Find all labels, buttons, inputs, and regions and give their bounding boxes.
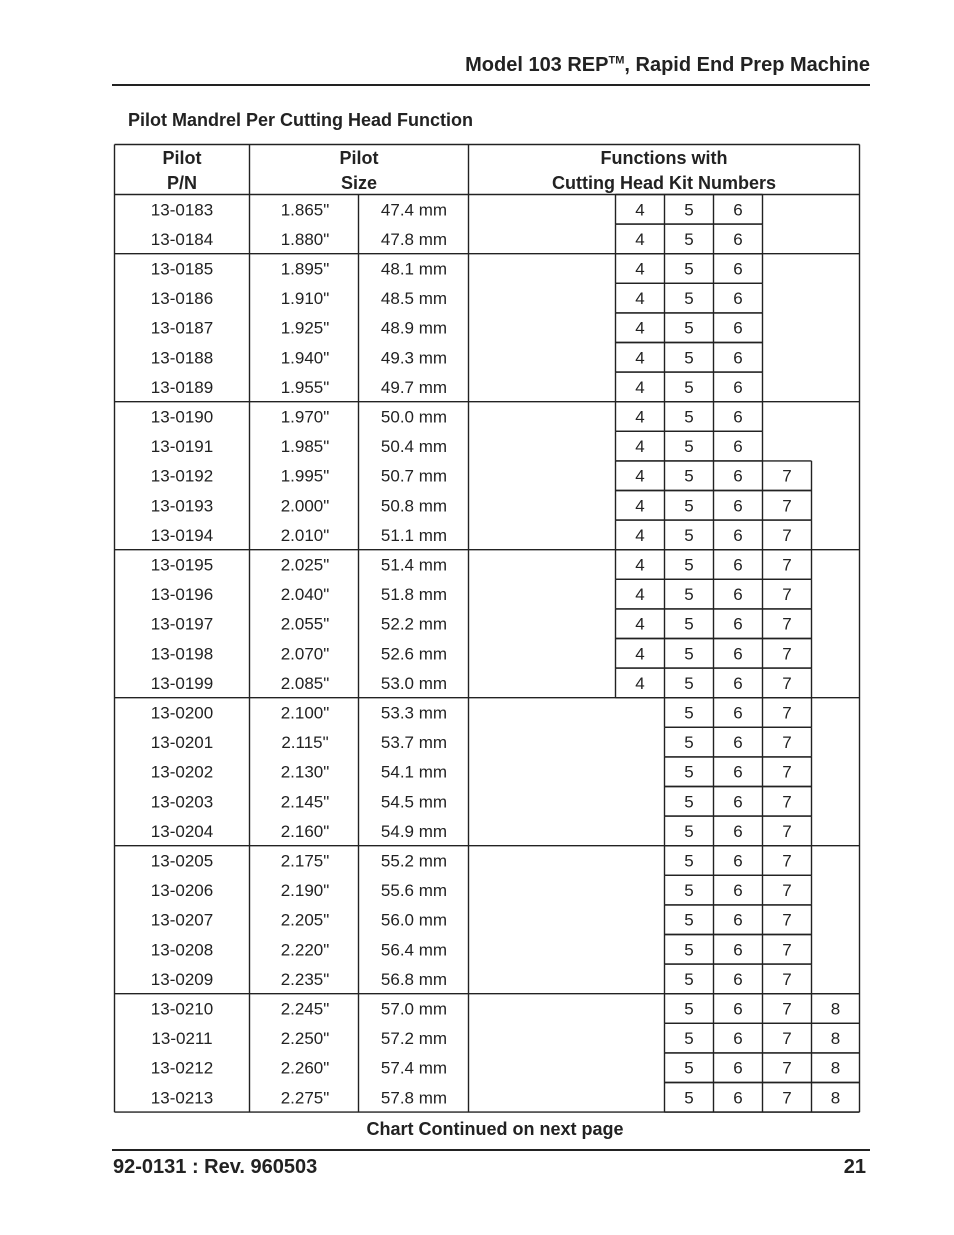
kit-number: 5 (684, 614, 694, 634)
kit-number: 6 (733, 377, 743, 397)
kit-number: 5 (684, 259, 694, 279)
pilot-size-mm: 50.8 mm (380, 496, 448, 516)
pilot-size-mm: 53.0 mm (380, 673, 448, 693)
kit-number: 7 (782, 910, 792, 930)
pilot-part-number: 13-0206 (150, 881, 214, 901)
kit-number: 7 (782, 733, 792, 753)
kit-number: 4 (635, 407, 645, 427)
kit-number: 6 (733, 969, 743, 989)
pilot-size-inch: 2.040" (280, 585, 330, 605)
kit-number: 6 (733, 881, 743, 901)
kit-number: 5 (684, 821, 694, 841)
pilot-size-inch: 1.985" (280, 437, 330, 457)
pilot-size-inch: 2.010" (280, 525, 330, 545)
kit-number: 7 (782, 703, 792, 723)
kit-number: 7 (782, 762, 792, 782)
kit-number: 4 (635, 466, 645, 486)
pilot-part-number: 13-0191 (150, 437, 214, 457)
kit-number: 5 (684, 377, 694, 397)
pilot-part-number: 13-0203 (150, 792, 214, 812)
kit-number: 7 (782, 525, 792, 545)
kit-number: 6 (733, 407, 743, 427)
kit-number: 4 (635, 437, 645, 457)
kit-number: 6 (733, 762, 743, 782)
pilot-size-mm: 49.3 mm (380, 348, 448, 368)
kit-number: 6 (733, 1058, 743, 1078)
kit-number: 4 (635, 496, 645, 516)
kit-number: 5 (684, 673, 694, 693)
kit-number: 5 (684, 969, 694, 989)
kit-number: 6 (733, 496, 743, 516)
pilot-part-number: 13-0189 (150, 377, 214, 397)
kit-number: 4 (635, 644, 645, 664)
kit-number: 7 (782, 585, 792, 605)
kit-number: 7 (782, 851, 792, 871)
kit-number: 7 (782, 1088, 792, 1108)
pilot-part-number: 13-0185 (150, 259, 214, 279)
kit-number: 5 (684, 525, 694, 545)
kit-number: 7 (782, 614, 792, 634)
kit-number: 7 (782, 673, 792, 693)
header-pilot-pn: Pilot (162, 148, 202, 168)
kit-number: 7 (782, 969, 792, 989)
pilot-size-mm: 54.5 mm (380, 792, 448, 812)
kit-number: 6 (733, 792, 743, 812)
pilot-size-mm: 53.7 mm (380, 733, 448, 753)
kit-number: 6 (733, 289, 743, 309)
kit-number: 5 (684, 318, 694, 338)
pilot-size-mm: 51.8 mm (380, 585, 448, 605)
pilot-size-inch: 2.100" (280, 703, 330, 723)
header-pilot-pn: P/N (166, 173, 198, 193)
pilot-size-mm: 52.2 mm (380, 614, 448, 634)
kit-number: 6 (733, 437, 743, 457)
pilot-part-number: 13-0198 (150, 644, 214, 664)
pilot-size-inch: 1.995" (280, 466, 330, 486)
pilot-size-inch: 1.865" (280, 200, 330, 220)
pilot-part-number: 13-0209 (150, 969, 214, 989)
kit-number: 6 (733, 999, 743, 1019)
kit-number: 4 (635, 200, 645, 220)
pilot-part-number: 13-0196 (150, 585, 214, 605)
kit-number: 7 (782, 1029, 792, 1049)
pilot-part-number: 13-0201 (150, 733, 214, 753)
pilot-part-number: 13-0187 (150, 318, 214, 338)
pilot-size-mm: 50.0 mm (380, 407, 448, 427)
kit-number: 6 (733, 940, 743, 960)
pilot-part-number: 13-0190 (150, 407, 214, 427)
kit-number: 5 (684, 200, 694, 220)
pilot-size-mm: 51.1 mm (380, 525, 448, 545)
footer-rule (112, 1149, 870, 1151)
kit-number: 5 (684, 851, 694, 871)
pilot-size-inch: 1.895" (280, 259, 330, 279)
pilot-size-mm: 57.2 mm (380, 1029, 448, 1049)
kit-number: 5 (684, 999, 694, 1019)
kit-number: 4 (635, 348, 645, 368)
header-functions: Cutting Head Kit Numbers (551, 173, 777, 193)
kit-number: 5 (684, 348, 694, 368)
pilot-size-inch: 2.235" (280, 969, 330, 989)
pilot-part-number: 13-0192 (150, 466, 214, 486)
pilot-size-mm: 49.7 mm (380, 377, 448, 397)
kit-number: 5 (684, 496, 694, 516)
kit-number: 5 (684, 555, 694, 575)
kit-number: 6 (733, 555, 743, 575)
kit-number: 5 (684, 1029, 694, 1049)
kit-number: 6 (733, 348, 743, 368)
pilot-size-inch: 2.130" (280, 762, 330, 782)
pilot-size-mm: 48.5 mm (380, 289, 448, 309)
kit-number: 8 (830, 999, 841, 1019)
kit-number: 7 (782, 792, 792, 812)
kit-number: 8 (830, 1058, 841, 1078)
pilot-size-inch: 2.115" (281, 733, 329, 753)
kit-number: 4 (635, 555, 645, 575)
kit-number: 4 (635, 525, 645, 545)
kit-number: 4 (635, 318, 645, 338)
kit-number: 6 (733, 229, 743, 249)
kit-number: 4 (635, 259, 645, 279)
pilot-part-number: 13-0199 (150, 673, 214, 693)
pilot-size-mm: 54.9 mm (380, 821, 448, 841)
kit-number: 4 (635, 229, 645, 249)
pilot-size-mm: 57.0 mm (380, 999, 448, 1019)
kit-number: 6 (733, 733, 743, 753)
pilot-size-inch: 1.940" (280, 348, 330, 368)
pilot-size-inch: 2.145" (280, 792, 330, 812)
kit-number: 7 (782, 940, 792, 960)
kit-number: 6 (733, 851, 743, 871)
pilot-part-number: 13-0184 (150, 229, 214, 249)
pilot-size-inch: 1.880" (280, 229, 330, 249)
pilot-size-inch: 1.955" (280, 377, 330, 397)
kit-number: 6 (733, 1088, 743, 1108)
pilot-size-inch: 2.275" (280, 1088, 330, 1108)
pilot-part-number: 13-0186 (150, 289, 214, 309)
pilot-size-inch: 1.925" (280, 318, 330, 338)
header-functions: Functions with (600, 148, 728, 168)
kit-number: 6 (733, 910, 743, 930)
kit-number: 6 (733, 1029, 743, 1049)
pilot-size-inch: 2.025" (280, 555, 330, 575)
kit-number: 5 (684, 466, 694, 486)
page-number: 21 (843, 1156, 866, 1178)
kit-number: 6 (733, 259, 743, 279)
pilot-part-number: 13-0210 (150, 999, 214, 1019)
kit-number: 6 (733, 200, 743, 220)
pilot-size-mm: 56.0 mm (380, 910, 448, 930)
pilot-part-number: 13-0211 (151, 1029, 213, 1049)
pilot-size-mm: 52.6 mm (380, 644, 448, 664)
document-number: 92-0131 : Rev. 960503 (113, 1156, 318, 1178)
pilot-part-number: 13-0195 (150, 555, 214, 575)
trademark-mark: TM (608, 54, 625, 67)
kit-number: 5 (684, 762, 694, 782)
pilot-part-number: 13-0193 (150, 496, 214, 516)
kit-number: 5 (684, 407, 694, 427)
kit-number: 5 (684, 289, 694, 309)
kit-number: 7 (782, 466, 792, 486)
pilot-size-inch: 2.055" (280, 614, 330, 634)
kit-number: 7 (782, 821, 792, 841)
kit-number: 7 (782, 496, 792, 516)
pilot-size-mm: 55.6 mm (380, 881, 448, 901)
kit-number: 5 (684, 229, 694, 249)
pilot-size-inch: 2.190" (280, 881, 330, 901)
kit-number: 5 (684, 703, 694, 723)
kit-number: 6 (733, 525, 743, 545)
kit-number: 5 (684, 881, 694, 901)
kit-number: 6 (733, 703, 743, 723)
kit-number: 5 (684, 792, 694, 812)
kit-number: 4 (635, 289, 645, 309)
kit-number: 4 (635, 377, 645, 397)
kit-number: 6 (733, 585, 743, 605)
pilot-size-inch: 2.245" (280, 999, 330, 1019)
pilot-size-inch: 2.160" (280, 821, 330, 841)
pilot-size-mm: 47.8 mm (380, 229, 448, 249)
pilot-part-number: 13-0205 (150, 851, 214, 871)
pilot-part-number: 13-0197 (150, 614, 214, 634)
pilot-size-mm: 57.8 mm (380, 1088, 448, 1108)
pilot-size-inch: 2.220" (280, 940, 330, 960)
pilot-size-mm: 56.4 mm (380, 940, 448, 960)
kit-number: 7 (782, 881, 792, 901)
pilot-part-number: 13-0208 (150, 940, 214, 960)
kit-number: 6 (733, 673, 743, 693)
header-title-main: Model 103 REP (465, 54, 609, 76)
kit-number: 6 (733, 821, 743, 841)
pilot-size-mm: 55.2 mm (380, 851, 448, 871)
section-title: Pilot Mandrel Per Cutting Head Function (128, 110, 474, 130)
pilot-size-inch: 2.205" (280, 910, 330, 930)
pilot-size-mm: 56.8 mm (380, 969, 448, 989)
kit-number: 7 (782, 1058, 792, 1078)
kit-number: 8 (830, 1029, 841, 1049)
kit-number: 5 (684, 733, 694, 753)
kit-number: 4 (635, 585, 645, 605)
pilot-size-inch: 1.910" (280, 289, 330, 309)
pilot-size-mm: 57.4 mm (380, 1058, 448, 1078)
pilot-part-number: 13-0213 (150, 1088, 214, 1108)
pilot-size-inch: 2.175" (280, 851, 330, 871)
header-pilot-size: Size (340, 173, 378, 193)
pilot-size-mm: 50.4 mm (380, 437, 448, 457)
pilot-size-mm: 47.4 mm (380, 200, 448, 220)
kit-number: 6 (733, 318, 743, 338)
pilot-size-inch: 1.970" (280, 407, 330, 427)
pilot-size-mm: 54.1 mm (380, 762, 448, 782)
pilot-part-number: 13-0183 (150, 200, 214, 220)
pilot-size-mm: 53.3 mm (380, 703, 448, 723)
kit-number: 5 (684, 585, 694, 605)
kit-number: 5 (684, 1088, 694, 1108)
kit-number: 5 (684, 940, 694, 960)
pilot-size-mm: 48.1 mm (380, 259, 448, 279)
pilot-size-inch: 2.250" (280, 1029, 330, 1049)
continued-note: Chart Continued on next page (366, 1119, 624, 1139)
pilot-size-mm: 50.7 mm (380, 466, 448, 486)
pilot-part-number: 13-0194 (150, 525, 214, 545)
pilot-size-inch: 2.085" (280, 673, 330, 693)
kit-number: 7 (782, 555, 792, 575)
kit-number: 5 (684, 910, 694, 930)
pilot-part-number: 13-0200 (150, 703, 214, 723)
pilot-size-mm: 51.4 mm (380, 555, 448, 575)
kit-number: 4 (635, 673, 645, 693)
kit-number: 5 (684, 437, 694, 457)
kit-number: 6 (733, 644, 743, 664)
pilot-part-number: 13-0212 (150, 1058, 214, 1078)
header-pilot-size: Pilot (339, 148, 379, 168)
pilot-part-number: 13-0207 (150, 910, 214, 930)
kit-number: 7 (782, 999, 792, 1019)
pilot-size-mm: 48.9 mm (380, 318, 448, 338)
pilot-size-inch: 2.260" (280, 1058, 330, 1078)
kit-number: 7 (782, 644, 792, 664)
pilot-part-number: 13-0204 (150, 821, 214, 841)
pilot-size-inch: 2.070" (280, 644, 330, 664)
pilot-part-number: 13-0188 (150, 348, 214, 368)
pilot-part-number: 13-0202 (150, 762, 214, 782)
kit-number: 4 (635, 614, 645, 634)
header-title-sub: , Rapid End Prep Machine (624, 54, 870, 76)
kit-number: 8 (830, 1088, 841, 1108)
kit-number: 6 (733, 614, 743, 634)
kit-number: 6 (733, 466, 743, 486)
kit-number: 5 (684, 1058, 694, 1078)
pilot-size-inch: 2.000" (280, 496, 330, 516)
kit-number: 5 (684, 644, 694, 664)
